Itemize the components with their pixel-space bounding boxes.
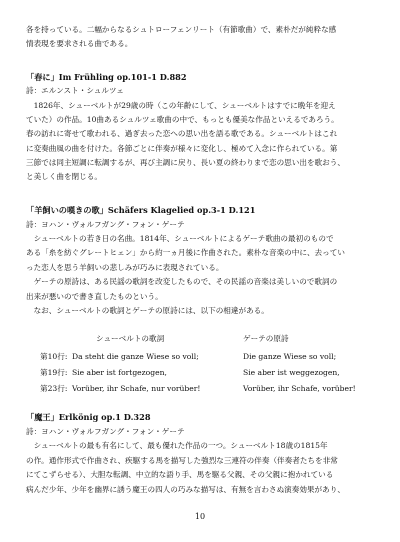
paragraph-line: ある「糸を紡ぐグレートヒェン」から約一ヵ月後に作曲された。素朴な音楽の中に、去ってい <box>26 248 345 257</box>
section-heading-schafers-klagelied: 「羊飼いの嘆きの歌」Schäfers Klagelied op.3-1 D.121 <box>26 205 256 215</box>
poet-line: 詩：エルンスト・シュルツェ <box>26 86 124 95</box>
paragraph-line: と美しく曲を閉じる。 <box>26 172 102 181</box>
compare-row-schubert-text: Vorüber, ihr Schafe, nur vorüber! <box>72 384 201 393</box>
paragraph-line: なお、シューベルトの歌詞とゲーテの原詩には、以下の相違がある。 <box>26 306 269 315</box>
paragraph-line: ていた）の作品。10曲あるシュルツェ歌曲の中で、もっとも優美な作品といえるであろう。 <box>26 115 339 124</box>
compare-row-line-number: 第19行: <box>40 368 68 377</box>
paragraph-line: 1826年、シューベルトが29歳の時（この年齢にして、シューベルトはすでに晩年を迎え <box>26 101 336 110</box>
paragraph-line: 病んだ少年、少年を幽界に誘う魔王の四人の巧みな描写は、有無を言わさぬ演奏効果があり、 <box>26 485 345 494</box>
compare-row-line-number: 第23行: <box>40 384 68 393</box>
compare-row-goethe-text: Sie aber ist weggezogen, <box>243 368 340 377</box>
paragraph-line: 出来が悪いので書き直したものという。 <box>26 292 163 301</box>
intro-line-2: 情表現を要求される曲である。 <box>26 39 133 48</box>
poet-line: 詩：ヨハン・ヴォルフガング・フォン・ゲーテ <box>26 427 185 436</box>
compare-header-goethe: ゲーテの原詩 <box>243 334 289 343</box>
paragraph-line: シューベルトの最も有名にして、最も優れた作品の一つ。シューベルト18歳の1815年 <box>26 441 328 450</box>
compare-row-schubert-text: Sie aber ist fortgezogen, <box>72 368 167 377</box>
page-number: 10 <box>194 512 206 521</box>
section-heading-erlkonig: 「魔王」Erlkönig op.1 D.328 <box>26 412 151 422</box>
compare-row-schubert-text: Da steht die ganze Wiese so voll; <box>72 352 199 361</box>
paragraph-line: 春の訪れに寄せて歌われる、過ぎ去った恋への思い出を語る歌である。シューベルトはこれ <box>26 129 338 138</box>
paragraph-line: 三節では同主短調に転調するが、再び主調に戻り、長い夏の終わりまで恋の思い出を歌おう、 <box>26 158 345 167</box>
compare-row-goethe-text: Die ganze Wiese so voll; <box>243 352 337 361</box>
compare-row-goethe-text: Vorüber, ihr Schafe, vorüber! <box>243 384 356 393</box>
paragraph-line: シューベルトの若き日の名曲。1814年、シューベルトによるゲーテ歌曲の最初のもので <box>26 234 334 243</box>
paragraph-line: にてこずらせる）、大胆な転調、中立的な語り手、馬を駆る父親、その父親に抱かれている <box>26 470 334 479</box>
section-heading-im-fruhling: 「春に」Im Frühling op.101-1 D.882 <box>26 72 187 82</box>
paragraph-line: ゲーテの原詩は、ある民謡の歌詞を改変したもので、その民謡の音楽は美しいので歌詞の <box>26 277 338 286</box>
poet-line: 詩：ヨハン・ヴォルフガング・フォン・ゲーテ <box>26 220 185 229</box>
paragraph-line: に変奏曲風の曲を付けた。各節ごとに伴奏が様々に変化し、極めて入念に作られている。第 <box>26 144 338 153</box>
compare-header-schubert: シューベルトの歌詞 <box>96 334 165 343</box>
paragraph-line: の作。通作形式で作曲され、疾駆する馬を描写した強烈な三連符の伴奏（伴奏者たちを非常 <box>26 456 338 465</box>
compare-row-line-number: 第10行: <box>40 352 68 361</box>
intro-line-1: 各を持っている。二幅からなるシュトローフェンリート（有節歌曲）で、素朴だが純粋な感 <box>26 25 337 34</box>
paragraph-line: った恋人を思う羊飼いの悲しみが巧みに表現されている。 <box>26 263 224 272</box>
